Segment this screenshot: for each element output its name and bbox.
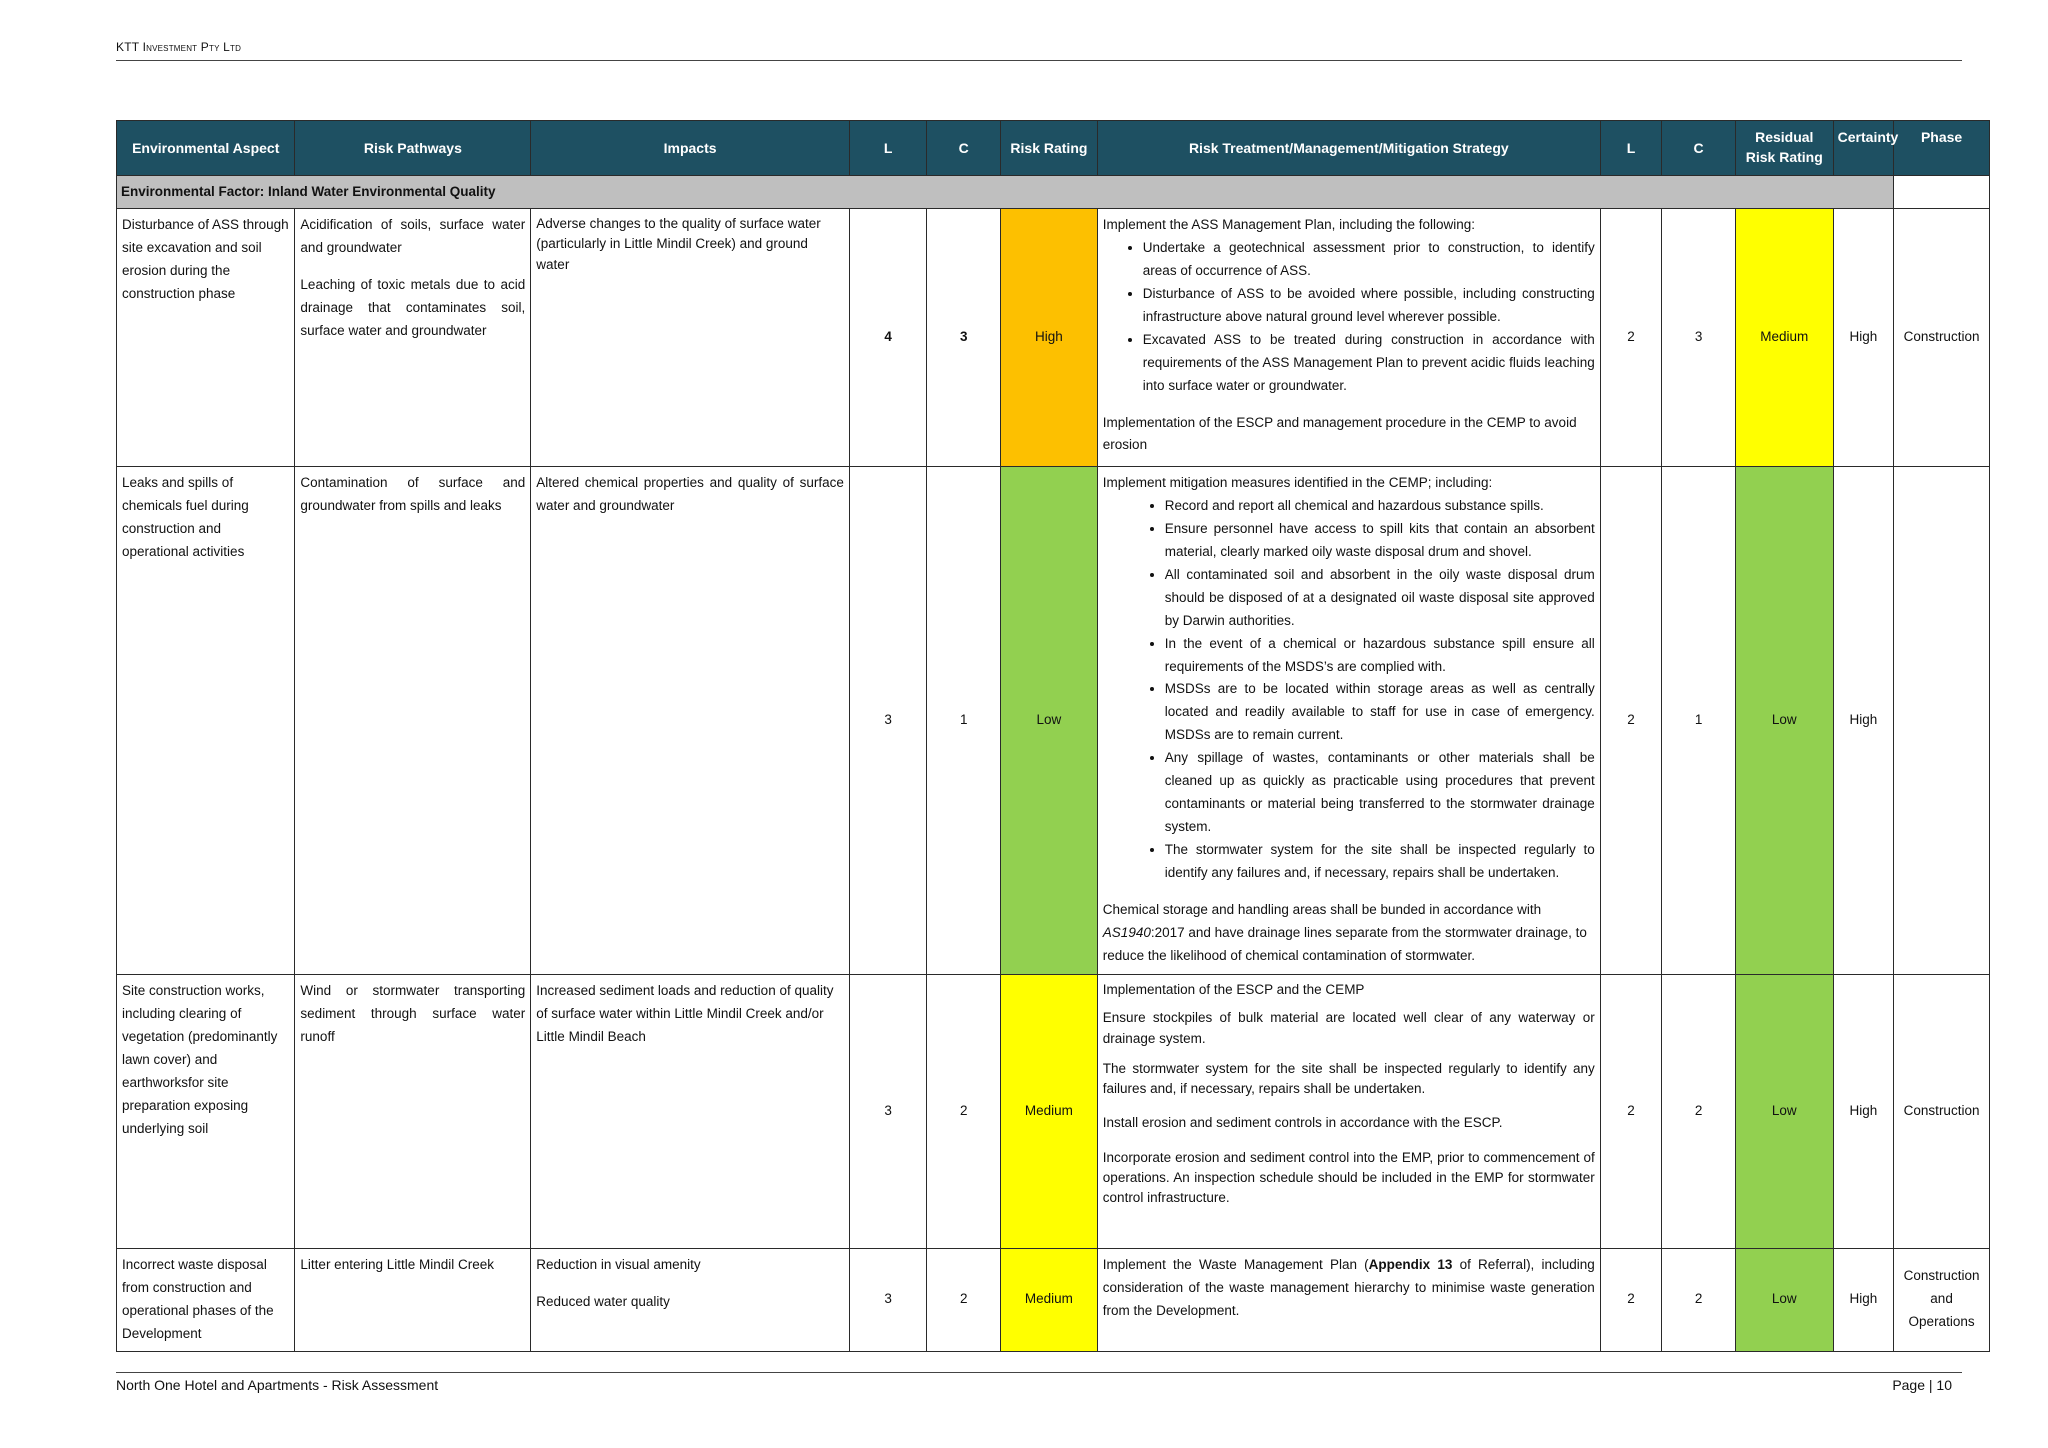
treatment-cell: Implement the Waste Management Plan (Appendix 13 of Referral), including consideration of the waste management hierarchy to minimise waste generation from the Development. bbox=[1097, 1249, 1600, 1352]
consequence-cell: 2 bbox=[927, 1249, 1001, 1352]
impact-text: Adverse changes to the quality of surface water (particularly in Little Mindil Creek) and ground water bbox=[536, 216, 821, 272]
col-header-pathways: Risk Pathways bbox=[295, 121, 531, 176]
treatment-para: Implementation of the ESCP and the CEMP bbox=[1102, 982, 1365, 997]
risk-rating-cell: Medium bbox=[1001, 1249, 1098, 1352]
certainty-cell: High bbox=[1833, 975, 1893, 1249]
phase-cell: Construction bbox=[1894, 975, 1990, 1249]
consequence-cell: 3 bbox=[927, 209, 1001, 467]
treatment-bullet: • Record and report all chemical and hazardous substance spills. bbox=[1165, 495, 1595, 518]
col-header-residual-rating: Residual Risk Rating bbox=[1735, 121, 1833, 176]
likelihood-cell: 3 bbox=[849, 1249, 927, 1352]
table-header-row bbox=[117, 121, 1990, 176]
factor-blank-cell bbox=[1894, 176, 1990, 209]
residual-likelihood-cell: 2 bbox=[1600, 1249, 1661, 1352]
treatment-bullet: • Undertake a geotechnical assessment prior to construction, to identify areas of occurrence of ASS. bbox=[1143, 237, 1595, 283]
risk-rating-cell: Medium bbox=[1001, 975, 1098, 1249]
risk-rating-cell: Low bbox=[1001, 467, 1098, 975]
col-header-likelihood: L bbox=[849, 121, 927, 176]
impact-text: Increased sediment loads and reduction of quality of surface water within Little Mindil Creek and/or Little Mindil Beach bbox=[536, 983, 834, 1044]
phase-cell: Construction bbox=[1894, 209, 1990, 467]
treatment-outro: Chemical storage and handling areas shall be bunded in accordance with AS1940:2017 and have drainage lines separate from the stormwater drainage, to reduce the likelihood of chemical contamination of stormwater. bbox=[1102, 901, 1587, 963]
col-header-phase: Phase bbox=[1894, 121, 1990, 176]
residual-consequence-cell: 3 bbox=[1662, 209, 1736, 467]
certainty-cell: High bbox=[1833, 209, 1893, 467]
col-header-consequence: C bbox=[927, 121, 1001, 176]
consequence-cell: 1 bbox=[927, 467, 1001, 975]
residual-rating-cell: Low bbox=[1735, 1249, 1833, 1352]
appendix-reference: Appendix 13 bbox=[1368, 1257, 1453, 1272]
risk-assessment-table bbox=[116, 120, 1990, 1352]
residual-likelihood-cell: 2 bbox=[1600, 467, 1661, 975]
impact-text: Reduced water quality bbox=[536, 1293, 670, 1309]
aspect-cell: Site construction works, including clearing of vegetation (predominantly lawn cover) and earthworksfor site preparation exposing underlying soil bbox=[117, 975, 295, 1249]
treatment-para: Install erosion and sediment controls in accordance with the ESCP. bbox=[1102, 1115, 1503, 1131]
residual-rating-cell: Medium bbox=[1735, 209, 1833, 467]
treatment-bullet: • Any spillage of wastes, contaminants or other materials shall be cleaned up as quickly as practicable using procedures that prevent contaminants or material being transferred to the stormwater drainage system. bbox=[1165, 747, 1595, 839]
page-footer bbox=[116, 1372, 1962, 1393]
impacts-cell bbox=[531, 209, 850, 467]
table-row bbox=[117, 209, 1990, 467]
pathway-text: Litter entering Little Mindil Creek bbox=[300, 1257, 495, 1272]
pathways-cell bbox=[295, 1249, 531, 1352]
col-header-certainty: Certainty bbox=[1833, 121, 1893, 176]
treatment-bullet: • Ensure personnel have access to spill kits that contain an absorbent material, clearly marked oily waste disposal drum and shovel. bbox=[1165, 518, 1595, 564]
document-title: North One Hotel and Apartments - Risk Assessment bbox=[116, 1377, 439, 1393]
pathway-text: Leaching of toxic metals due to acid drainage that contaminates soil, surface water and groundwater bbox=[300, 276, 526, 338]
treatment-para: Ensure stockpiles of bulk material are located well clear of any waterway or drainage system. bbox=[1102, 1010, 1595, 1046]
factor-label: Environmental Factor: Inland Water Environmental Quality bbox=[117, 176, 1894, 209]
impact-text: Reduction in visual amenity bbox=[536, 1257, 701, 1272]
page-header bbox=[116, 40, 1962, 61]
pathways-cell bbox=[295, 209, 531, 467]
impacts-cell bbox=[531, 1249, 850, 1352]
pathways-cell bbox=[295, 467, 531, 975]
impacts-cell bbox=[531, 975, 850, 1249]
aspect-cell: Leaks and spills of chemicals fuel during construction and operational activities bbox=[117, 467, 295, 975]
factor-row bbox=[117, 176, 1990, 209]
treatment-bullet: • MSDSs are to be located within storage areas as well as centrally located and readily available to staff for use in case of emergency. MSDSs are to remain current. bbox=[1165, 678, 1595, 747]
treatment-bullet: • Excavated ASS to be treated during construction in accordance with requirements of the ASS Management Plan to prevent acidic fluids leaching into surface water or groundwater. bbox=[1143, 329, 1595, 398]
treatment-cell bbox=[1097, 467, 1600, 975]
treatment-bullet: • Disturbance of ASS to be avoided where possible, including constructing infrastructure above natural ground level wherever possible. bbox=[1143, 283, 1595, 329]
col-header-residual-consequence: C bbox=[1662, 121, 1736, 176]
treatment-bullet: • All contaminated soil and absorbent in the oily waste disposal drum should be disposed of at a designated oil waste disposal site approved by Darwin authorities. bbox=[1165, 564, 1595, 633]
pathways-cell bbox=[295, 975, 531, 1249]
treatment-bullet: • The stormwater system for the site shall be inspected regularly to identify any failures and, if necessary, repairs shall be undertaken. bbox=[1165, 839, 1595, 885]
pathway-text: Acidification of soils, surface water and groundwater bbox=[300, 217, 526, 255]
phase-cell: Construction and Operations bbox=[1894, 1249, 1990, 1352]
treatment-bullets bbox=[1103, 237, 1595, 398]
aspect-cell: Incorrect waste disposal from construction and operational phases of the Development bbox=[117, 1249, 295, 1352]
col-header-risk-rating: Risk Rating bbox=[1001, 121, 1098, 176]
company-name-prefix: KTT bbox=[116, 40, 143, 54]
phase-cell bbox=[1894, 467, 1990, 975]
treatment-intro: Implement the ASS Management Plan, including the following: bbox=[1102, 217, 1476, 232]
residual-consequence-cell: 2 bbox=[1662, 975, 1736, 1249]
col-header-residual-likelihood: L bbox=[1600, 121, 1661, 176]
residual-likelihood-cell: 2 bbox=[1600, 209, 1661, 467]
likelihood-cell: 3 bbox=[849, 467, 927, 975]
treatment-intro: Implement mitigation measures identified in the CEMP; including: bbox=[1102, 475, 1493, 490]
residual-rating-cell: Low bbox=[1735, 467, 1833, 975]
pathway-text: Contamination of surface and groundwater from spills and leaks bbox=[300, 475, 526, 513]
treatment-para: Incorporate erosion and sediment control into the EMP, prior to commencement of operations. An inspection schedule should be included in the EMP for stormwater control infrastructure. bbox=[1102, 1149, 1595, 1205]
treatment-bullets bbox=[1103, 495, 1595, 885]
certainty-cell: High bbox=[1833, 1249, 1893, 1352]
table-row bbox=[117, 467, 1990, 975]
treatment-outro: Implementation of the ESCP and management procedure in the CEMP to avoid erosion bbox=[1102, 414, 1577, 453]
impact-text: Altered chemical properties and quality of surface water and groundwater bbox=[536, 475, 844, 513]
treatment-para: The stormwater system for the site shall be inspected regularly to identify any failures and, if necessary, repairs shall be undertaken. bbox=[1102, 1060, 1595, 1096]
risk-rating-cell: High bbox=[1001, 209, 1098, 467]
residual-consequence-cell: 1 bbox=[1662, 467, 1736, 975]
col-header-treatment: Risk Treatment/Management/Mitigation Strategy bbox=[1097, 121, 1600, 176]
table-row bbox=[117, 1249, 1990, 1352]
impacts-cell bbox=[531, 467, 850, 975]
standard-reference: AS1940 bbox=[1102, 924, 1151, 940]
likelihood-cell: 4 bbox=[849, 209, 927, 467]
table-row bbox=[117, 975, 1990, 1249]
col-header-aspect: Environmental Aspect bbox=[117, 121, 295, 176]
residual-rating-cell: Low bbox=[1735, 975, 1833, 1249]
page-number: Page | 10 bbox=[1892, 1377, 1952, 1393]
consequence-cell: 2 bbox=[927, 975, 1001, 1249]
col-header-impacts: Impacts bbox=[531, 121, 850, 176]
aspect-cell: Disturbance of ASS through site excavation and soil erosion during the construction phase bbox=[117, 209, 295, 467]
company-name: Investment Pty Ltd bbox=[142, 40, 242, 54]
treatment-cell bbox=[1097, 975, 1600, 1249]
residual-consequence-cell: 2 bbox=[1662, 1249, 1736, 1352]
residual-likelihood-cell: 2 bbox=[1600, 975, 1661, 1249]
pathway-text: Wind or stormwater transporting sediment through surface water runoff bbox=[300, 983, 526, 1044]
certainty-cell: High bbox=[1833, 467, 1893, 975]
treatment-cell bbox=[1097, 209, 1600, 467]
likelihood-cell: 3 bbox=[849, 975, 927, 1249]
treatment-bullet: • In the event of a chemical or hazardous substance spill ensure all requirements of the MSDS’s are complied with. bbox=[1165, 633, 1595, 679]
